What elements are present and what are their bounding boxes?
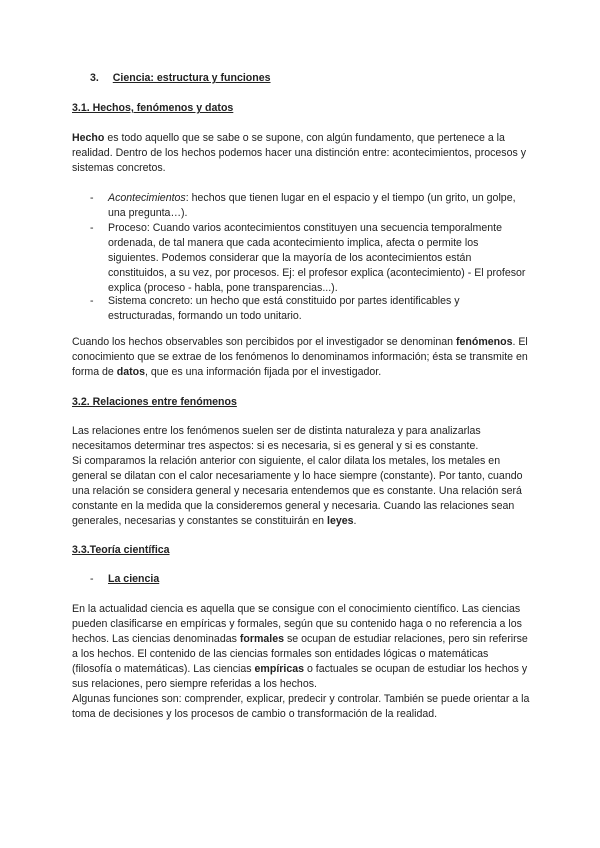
paragraph-text: es todo aquello que se sabe o se supone, con algún fundamento, que pertenece a la realidad. Dentro de los hechos podemos hacer una distinción entre: acontecimientos, procesos y sistemas concretos. bbox=[72, 132, 527, 174]
term-leyes: leyes bbox=[327, 515, 354, 527]
paragraph-text: o factuales se ocupan de estudiar los hechos y sus relaciones, pero siempre referidas a los hechos. bbox=[72, 663, 528, 690]
term-formales: formales bbox=[239, 633, 285, 645]
subsection-title-3-2: 3.2. Relaciones entre fenómenos bbox=[72, 396, 237, 408]
term-acontecimientos: Acontecimientos bbox=[108, 192, 186, 204]
term-hecho: Hecho bbox=[72, 132, 105, 144]
list-dash: - bbox=[90, 192, 94, 204]
paragraph-text: Cuando los hechos observables son percibidos por el investigador se denominan bbox=[72, 336, 456, 348]
term-fenomenos: fenómenos bbox=[455, 336, 513, 348]
paragraph-ciencia bbox=[72, 602, 530, 722]
term-datos: datos bbox=[116, 366, 146, 378]
subheading-la-ciencia bbox=[90, 572, 160, 587]
list-item-text: Sistema concreto: un hecho que está constituido por partes identificables y estructuradas, formando un todo unitario. bbox=[108, 295, 460, 322]
subsection-title-3-1: 3.1. Hechos, fenómenos y datos bbox=[72, 102, 234, 114]
paragraph-text: En la actualidad ciencia es aquella que se consigue con el conocimiento científico. Las ciencias pueden clasificarse en empíricas y formales, según que su contenido haga o no referencia a los hechos. Las ciencias denominadas bbox=[72, 603, 522, 645]
section-heading bbox=[90, 71, 271, 86]
paragraph-fenomenos bbox=[72, 335, 530, 380]
paragraph-hecho bbox=[72, 131, 530, 176]
paragraph-text: , que es una información fijada por el investigador. bbox=[145, 366, 382, 378]
paragraph-text: . El conocimiento que se extrae de los fenómenos lo denominamos información; ésta se transmite en forma de bbox=[72, 336, 528, 378]
paragraph-relaciones bbox=[72, 424, 530, 529]
paragraph-text: Si comparamos la relación anterior con siguiente, el calor dilata los metales, los metales en general se dilatan con el calor necesariamente y lo hace siempre (constante). Por tanto, cuando una relación se considera general y necesaria entendemos que es constante. Una relación será constante en la medida que la consideremos general y necesaria. Cuando las relaciones sean generales, necesarias y constantes se constituirán en bbox=[72, 455, 523, 527]
paragraph-text: Las relaciones entre los fenómenos suelen ser de distinta naturaleza y para analizarlas necesitamos determinar tres aspectos: si es necesaria, si es general y si es constante. bbox=[72, 425, 481, 452]
list-item-text: Proceso: Cuando varios acontecimientos constituyen una secuencia temporalmente ordenada, de tal manera que cada acontecimiento implica, afecta o permite los siguientes. Podemos considerar que la mayoría de los acontecimientos están constituidos, a su vez, por procesos. Ej: el profesor explica (acontecimiento) - El profesor explica (proceso - habla, pone transparencias...). bbox=[108, 222, 526, 294]
subsection-title-3-3: 3.3.Teoría científica bbox=[72, 544, 170, 556]
section-number: 3. bbox=[90, 72, 99, 84]
list-dash: - bbox=[90, 295, 94, 307]
list-dash: - bbox=[90, 573, 94, 585]
term-empiricas: empíricas bbox=[254, 663, 304, 675]
subheading-text: La ciencia bbox=[108, 573, 160, 585]
paragraph-text: se ocupan de estudiar relaciones, pero sin referirse a los hechos. El contenido de las ciencias formales son entidades lógicas o matemáticas (filosofía o matemáticas). Las ciencias bbox=[72, 633, 528, 675]
list-item-text: : hechos que tienen lugar en el espacio y el tiempo (un grito, un golpe, una pregunta…). bbox=[108, 192, 516, 219]
paragraph-text: Algunas funciones son: comprender, explicar, predecir y controlar. También se puede orientar a la toma de decisiones y los procesos de cambio o transformación de la realidad. bbox=[72, 693, 530, 720]
paragraph-text: . bbox=[353, 515, 357, 527]
list-dash: - bbox=[90, 222, 94, 234]
section-title: Ciencia: estructura y funciones bbox=[112, 72, 271, 84]
